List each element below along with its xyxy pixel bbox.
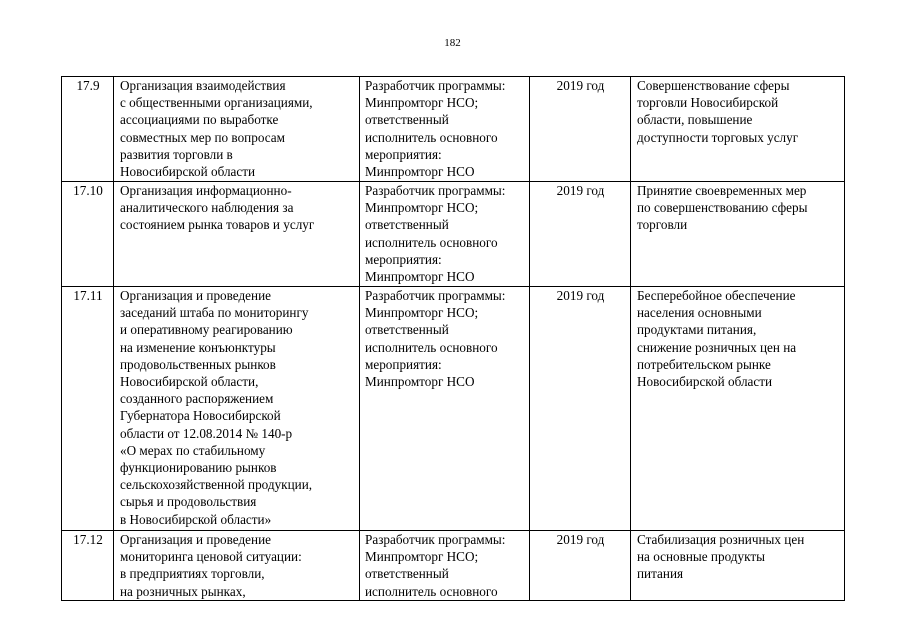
cell-text-line: Совершенствование сферы xyxy=(637,78,790,93)
cell-text-line: функционированию рынков xyxy=(120,460,277,476)
cell-text-line: с общественными организациями, xyxy=(120,95,313,111)
cell-text-line: сырья и продовольствия xyxy=(120,494,257,510)
cell-text-line: Губернатора Новосибирской xyxy=(120,408,281,424)
cell-text-line: Стабилизация розничных цен xyxy=(637,532,805,547)
cell-text-line: Минпромторг НСО xyxy=(365,269,475,285)
cell-text-line: исполнитель основного xyxy=(365,129,498,145)
cell-text-line: торговли xyxy=(637,217,688,233)
executor-cell xyxy=(360,77,530,182)
cell-text-line: Организация взаимодействия xyxy=(120,78,286,93)
cell-text-line: по совершенствованию сферы xyxy=(637,200,808,216)
cell-text-line: исполнитель основного xyxy=(365,234,498,250)
cell-text-line: в предприятиях торговли, xyxy=(120,566,265,582)
cell-text-line: Минпромторг НСО; xyxy=(365,549,479,565)
cell-text-line: Минпромторг НСО xyxy=(365,374,475,390)
cell-text-line: Минпромторг НСО; xyxy=(365,305,479,321)
page-number: 182 xyxy=(444,37,461,49)
result-cell xyxy=(631,287,845,531)
cell-text-line: Минпромторг НСО; xyxy=(365,200,479,216)
cell-text-line: состоянием рынка товаров и услуг xyxy=(120,217,315,233)
year-cell: 2019 год xyxy=(530,287,631,531)
year-cell: 2019 год xyxy=(530,77,631,182)
cell-text-line: на розничных рынках, xyxy=(120,583,246,599)
cell-text-line: Организация и проведение xyxy=(120,288,271,303)
cell-text-line: Минпромторг НСО xyxy=(365,164,475,180)
cell-text-line: мероприятия: xyxy=(365,356,442,372)
cell-text-line: Организация и проведение xyxy=(120,532,271,547)
table-row xyxy=(62,182,845,287)
table-row xyxy=(62,77,845,182)
result-cell xyxy=(631,531,845,601)
row-number-cell: 17.10 xyxy=(62,182,114,287)
cell-text-line: продовольственных рынков xyxy=(120,356,276,372)
cell-text-line: снижение розничных цен на xyxy=(637,339,797,355)
cell-text-line: Разработчик программы: xyxy=(365,183,506,198)
cell-text-line: ответственный xyxy=(365,566,449,582)
cell-text-line: доступности торговых услуг xyxy=(637,129,799,145)
cell-text-line: на изменение конъюнктуры xyxy=(120,339,276,355)
cell-text-line: торговли Новосибирской xyxy=(637,95,779,111)
row-number-cell: 17.9 xyxy=(62,77,114,182)
cell-text-line: развития торговли в xyxy=(120,146,233,162)
event-cell xyxy=(114,531,360,601)
table-row xyxy=(62,531,845,601)
executor-cell xyxy=(360,287,530,531)
year-cell: 2019 год xyxy=(530,531,631,601)
cell-text-line: мероприятия: xyxy=(365,146,442,162)
cell-text-line: Минпромторг НСО; xyxy=(365,95,479,111)
cell-text-line: и оперативному реагированию xyxy=(120,322,293,338)
cell-text-line: Новосибирской области xyxy=(637,374,773,390)
cell-text-line: ответственный xyxy=(365,322,449,338)
cell-text-line: области, повышение xyxy=(637,112,753,128)
cell-text-line: в Новосибирской области» xyxy=(120,511,272,527)
activities-table xyxy=(61,76,845,601)
result-cell xyxy=(631,77,845,182)
table-row xyxy=(62,287,845,531)
cell-text-line: Разработчик программы: xyxy=(365,288,506,303)
event-cell xyxy=(114,182,360,287)
cell-text-line: ассоциациями по выработке xyxy=(120,112,279,128)
cell-text-line: мероприятия: xyxy=(365,251,442,267)
cell-text-line: сельскохозяйственной продукции, xyxy=(120,477,313,493)
cell-text-line: ответственный xyxy=(365,217,449,233)
cell-text-line: Принятие своевременных мер xyxy=(637,183,807,198)
cell-text-line: совместных мер по вопросам xyxy=(120,129,285,145)
cell-text-line: Бесперебойное обеспечение xyxy=(637,288,796,303)
cell-text-line: области от 12.08.2014 № 140-р xyxy=(120,425,293,441)
cell-text-line: ответственный xyxy=(365,112,449,128)
cell-text-line: Разработчик программы: xyxy=(365,78,506,93)
cell-text-line: на основные продукты xyxy=(637,549,765,565)
row-number-cell: 17.12 xyxy=(62,531,114,601)
cell-text-line: исполнитель основного xyxy=(365,339,498,355)
table-body xyxy=(62,77,845,601)
cell-text-line: аналитического наблюдения за xyxy=(120,200,294,216)
cell-text-line: «О мерах по стабильному xyxy=(120,442,266,458)
event-cell xyxy=(114,77,360,182)
cell-text-line: потребительском рынке xyxy=(637,356,771,372)
cell-text-line: населения основными xyxy=(637,305,762,321)
row-number-cell: 17.11 xyxy=(62,287,114,531)
cell-text-line: заседаний штаба по мониторингу xyxy=(120,305,309,321)
cell-text-line: продуктами питания, xyxy=(637,322,757,338)
cell-text-line: мониторинга ценовой ситуации: xyxy=(120,549,302,565)
cell-text-line: исполнитель основного xyxy=(365,583,498,599)
cell-text-line: Разработчик программы: xyxy=(365,532,506,547)
cell-text-line: Новосибирской области xyxy=(120,164,256,180)
executor-cell xyxy=(360,531,530,601)
cell-text-line: созданного распоряжением xyxy=(120,391,274,407)
cell-text-line: Организация информационно- xyxy=(120,183,292,198)
year-cell: 2019 год xyxy=(530,182,631,287)
result-cell xyxy=(631,182,845,287)
event-cell xyxy=(114,287,360,531)
executor-cell xyxy=(360,182,530,287)
cell-text-line: Новосибирской области, xyxy=(120,374,259,390)
cell-text-line: питания xyxy=(637,566,684,582)
